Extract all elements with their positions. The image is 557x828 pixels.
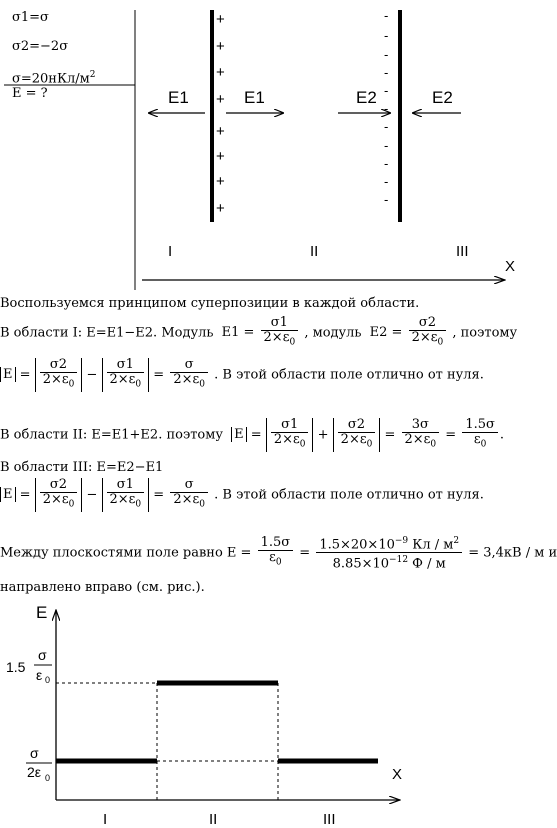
- equals-sign: =: [445, 427, 457, 443]
- y-axis-label: E: [36, 603, 48, 622]
- e2-denominator: $2\times\varepsilon_0$: [409, 330, 447, 350]
- given-sigma-exp: 2: [89, 70, 96, 80]
- between-result: = 3,4кВ / м и: [468, 545, 557, 561]
- e1-numerator: σ1: [270, 315, 288, 330]
- region1-formula: [0, 358, 484, 392]
- region1-nonzero: . В этой области поле отлично от нуля.: [214, 367, 484, 383]
- tick-label-low: [26, 745, 52, 783]
- region1-lead: В области I: E=E1−E2. Модуль: [0, 325, 214, 341]
- equals-sign: =: [153, 487, 165, 503]
- region1-line: [0, 316, 517, 350]
- region2-formula: [0, 418, 504, 452]
- abs-e: E: [0, 487, 16, 502]
- abs-fraction-sigma2: $\frac{\sigma 2}{2\times\varepsilon_0}$: [333, 418, 381, 452]
- abs-e: E: [0, 367, 16, 382]
- minus-sign: -: [384, 28, 389, 43]
- plus-sign: +: [216, 38, 225, 55]
- e1-fraction: [261, 316, 299, 350]
- equals-sign: =: [153, 367, 165, 383]
- onefive-sigma-fraction: $\frac{1.5\sigma}{\varepsilon_0}$: [462, 418, 498, 452]
- minus-sign: -: [384, 65, 389, 80]
- minus-sign: -: [384, 192, 389, 207]
- label-e1-left: E1: [168, 88, 189, 107]
- abs-fraction-sigma2: $\frac{\sigma 2}{2\times\varepsilon_0}$: [35, 478, 83, 512]
- label-e2-right: E2: [432, 88, 453, 107]
- plus-sign: +: [216, 91, 225, 108]
- region-label-3: III: [323, 811, 336, 828]
- between-fraction-symbolic: $\frac{1.5\sigma}{\varepsilon_0}$: [258, 536, 294, 570]
- label-e2-left: E2: [356, 88, 377, 107]
- tick-high-sigma: σ: [38, 647, 47, 663]
- e2-fraction: [409, 316, 447, 350]
- tick-high-coef: 1.5: [6, 659, 26, 675]
- label-e1-right: E1: [244, 88, 265, 107]
- abs-fraction-sigma2: $\frac{\sigma 2}{2\times\varepsilon_0}$: [35, 358, 83, 392]
- x-axis-label: X: [392, 766, 403, 783]
- equals-sign: =: [384, 427, 396, 443]
- given-line-2: σ2=−2σ: [12, 39, 69, 54]
- abs-fraction-sigma1: $\frac{\sigma 1}{2\times\varepsilon_0}$: [102, 478, 150, 512]
- minus-sign: -: [384, 174, 389, 189]
- tick-high-zero: 0: [45, 675, 51, 685]
- given-line-1: σ1=σ: [12, 10, 49, 25]
- equals-sign: =: [19, 487, 31, 503]
- region3-formula: [0, 478, 484, 512]
- minus-sign: -: [384, 138, 389, 153]
- minus-sign: -: [384, 101, 389, 116]
- between-formula: [0, 534, 557, 572]
- minus-sign: −: [86, 487, 98, 503]
- region3-nonzero: . В этой области поле отлично от нуля.: [214, 487, 484, 503]
- plus-operator: +: [317, 427, 329, 443]
- direction-line: направлено вправо (см. рис.).: [0, 580, 205, 595]
- minus-sign: -: [384, 119, 389, 134]
- three-sigma-fraction: $\frac{3\sigma}{2\times\varepsilon_0}$: [402, 418, 440, 452]
- plus-sign: +: [216, 64, 225, 81]
- tick-low-zero: 0: [45, 773, 51, 783]
- region1-mid: , модуль: [304, 325, 362, 341]
- tick-high-eps: ε: [36, 667, 43, 683]
- e1-denominator: $2\times\varepsilon_0$: [261, 330, 299, 350]
- minus-sign: -: [384, 8, 389, 23]
- equals-sign: =: [250, 427, 262, 443]
- minus-sign: -: [384, 83, 389, 98]
- result-fraction: $\frac{\sigma}{2\times\varepsilon_0}$: [170, 478, 208, 512]
- e1-label: E1 =: [221, 325, 255, 341]
- region-label-2: II: [209, 811, 218, 828]
- plus-sign: +: [216, 11, 225, 28]
- e2-numerator: σ2: [418, 315, 436, 330]
- tick-low-sigma: σ: [30, 745, 39, 761]
- chart-marks: [56, 683, 378, 800]
- field-chart: [0, 596, 534, 828]
- region1-end: , поэтому: [452, 325, 518, 341]
- abs-e: E: [231, 427, 247, 442]
- plus-sign: +: [216, 148, 225, 165]
- minus-sign: -: [384, 47, 389, 62]
- region-label-1: I: [103, 811, 108, 828]
- plus-sign: +: [216, 123, 225, 140]
- plus-sign: +: [216, 173, 225, 190]
- axis-label-x-top: X: [505, 258, 516, 275]
- region3-lead: В области III: E=E2−E1: [0, 460, 164, 475]
- positive-charges: [216, 11, 225, 217]
- minus-sign: -: [384, 156, 389, 171]
- e2-label: E2 =: [369, 325, 403, 341]
- tick-low-eps: 2ε: [27, 764, 42, 780]
- region-label-2: II: [310, 243, 319, 260]
- minus-sign: −: [86, 367, 98, 383]
- given-sigma-value: σ=20нКл/м: [12, 71, 90, 87]
- plates-figure: [0, 0, 534, 292]
- equals-sign: =: [299, 545, 311, 561]
- region2-lead: В области II: E=E1+E2. поэтому: [0, 427, 224, 443]
- region-label-3: III: [456, 243, 469, 260]
- between-lead: Между плоскостями поле равно E =: [0, 545, 252, 561]
- intro-line: Воспользуемся принципом суперпозиции в каждой области.: [0, 296, 420, 311]
- between-fraction-numeric: $\frac{1.5\times 20\times 10^{-9} Кл / м^2}{8.85\times 10^{-12} Ф / м}$: [316, 534, 462, 572]
- region-label-1: I: [168, 243, 173, 260]
- plus-sign: +: [216, 200, 225, 217]
- equals-sign: =: [19, 367, 31, 383]
- abs-fraction-sigma1: $\frac{\sigma 1}{2\times\varepsilon_0}$: [102, 358, 150, 392]
- abs-fraction-sigma1: $\frac{\sigma 1}{2\times\varepsilon_0}$: [266, 418, 314, 452]
- result-fraction: $\frac{\sigma}{2\times\varepsilon_0}$: [170, 358, 208, 392]
- given-find: E = ?: [12, 86, 48, 101]
- negative-charges: [384, 8, 388, 207]
- period: .: [499, 427, 505, 443]
- tick-label-high: [6, 647, 52, 685]
